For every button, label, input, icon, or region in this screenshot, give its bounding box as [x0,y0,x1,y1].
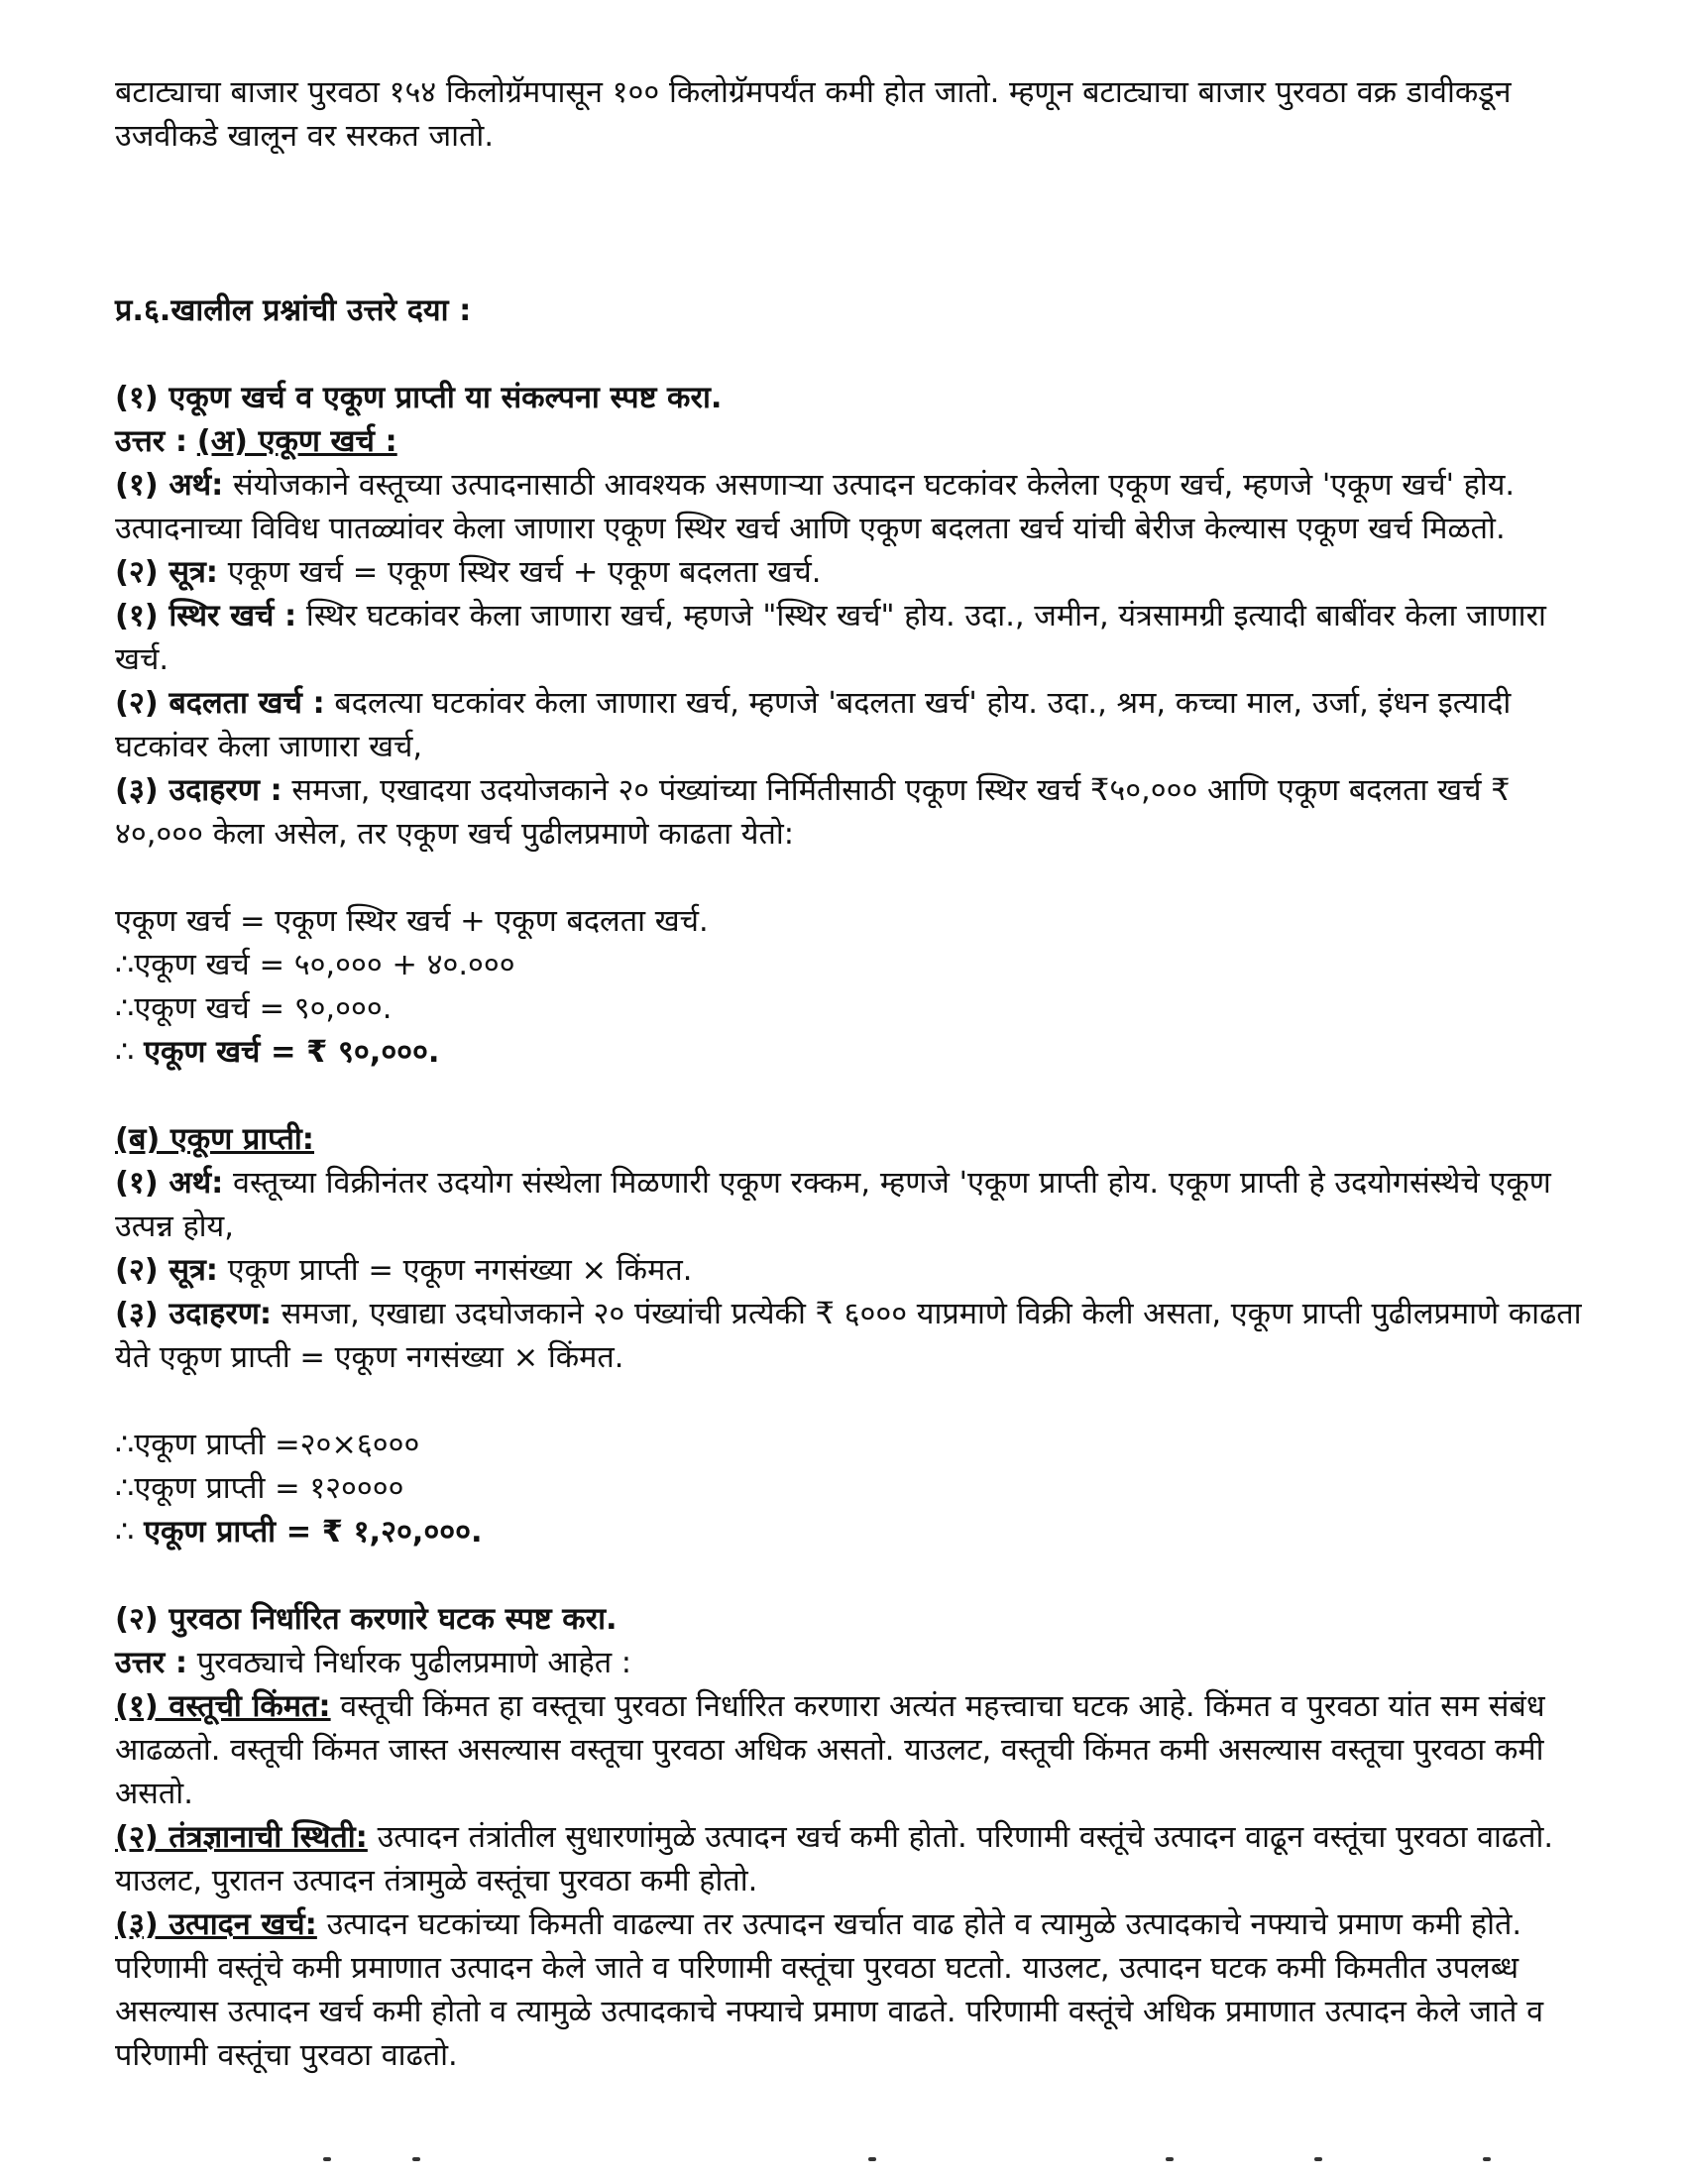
fixed-cost-text: स्थिर घटकांवर केला जाणारा खर्च, म्हणजे "स्थिर खर्च" होय. उदा., जमीन, यंत्रसामग्री इत्यादी बाबींवर केला जाणारा खर्च. [115,599,1546,677]
spacer [115,1554,1582,1598]
part-a-formula [115,551,1582,595]
calc-line: ∴एकूण प्राप्ती =२०×६००० [115,1428,420,1462]
fixed-cost [115,595,1582,682]
answer-line [115,420,1582,464]
part-a-example [115,769,1582,857]
formula-label: (२) सूत्र: [115,555,219,590]
spacer [115,333,1582,377]
spacer [115,1380,1582,1424]
calc-result [115,1031,1582,1075]
determinant-label: (३) उत्पादन खर्च: [115,1907,317,1942]
formula-label: (२) सूत्र: [115,1253,219,1288]
part-a-heading: (अ) एकूण खर्च : [196,424,397,459]
meaning-text: वस्तूच्या विक्रीनंतर उदयोग संस्थेला मिळणारी एकूण रक्कम, म्हणजे 'एकूण प्राप्ती होय. एकूण प्राप्ती हे उदयोगसंस्थेचे एकूण उत्पन्न होय, [115,1166,1551,1244]
example-label: (३) उदाहरण: [115,1297,273,1331]
cut-off-text-line [115,2153,1582,2163]
example-text: समजा, एखाद्या उदघोजकाने २० पंख्यांची प्रत्येकी ₹ ६००० याप्रमाणे विक्री केली असता, एकूण प्राप्ती पुढीलप्रमाणे काढता येते एकूण प्राप्ती = एकूण नगसंख्या × किंमत. [115,1297,1582,1375]
calc-line: एकूण खर्च = एकूण स्थिर खर्च + एकूण बदलता खर्च. [115,904,709,939]
meaning-text: संयोजकाने वस्तूच्या उत्पादनासाठी आवश्यक असणाऱ्या उत्पादन घटकांवर केलेला एकूण खर्च, म्हणजे 'एकूण खर्च' होय. उत्पादनाच्या विविध पातळ्यांवर केला जाणारा एकूण स्थिर खर्च आणि एकूण बदलता खर्च यांची बेरीज केल्यास एकूण खर्च मिळतो. [115,468,1516,546]
spacer [115,1075,1582,1118]
total-revenue-result: एकूण प्राप्ती = ₹ १,२०,०००. [144,1515,483,1550]
part-b-heading: (ब) एकूण प्राप्ती: [115,1122,315,1157]
part-b-example [115,1293,1582,1380]
answer-intro: पुरवठ्याचे निर्धारक पुढीलप्रमाणे आहेत : [187,1646,632,1680]
calc-line: ∴एकूण खर्च = ५०,००० + ४०.००० [115,948,515,982]
meaning-label: (१) अर्थ: [115,1166,224,1201]
text-fragment [323,2157,331,2161]
sub-question-2: (२) पुरवठा निर्धारित करणारे घटक स्पष्ट करा. [115,1602,618,1637]
determinant-text: उत्पादन तंत्रांतील सुधारणांमुळे उत्पादन खर्च कमी होतो. परिणामी वस्तूंचे उत्पादन वाढून वस्तूंचा पुरवठा वाढतो. याउलट, पुरातन उत्पादन तंत्रामुळे वस्तूंचा पुरवठा कमी होतो. [115,1820,1554,1898]
text-fragment [868,2157,876,2161]
calc-line: ∴एकूण खर्च = ९०,०००. [115,991,393,1026]
intro-paragraph: बटाट्याचा बाजार पुरवठा १५४ किलोग्रॅमपासून १०० किलोग्रॅमपर्यंत कमी होत जातो. म्हणून बटाट्याचा बाजार पुरवठा वक्र डावीकडून उजवीकडे खालून वर सरकत जातो. [115,75,1512,154]
example-text: समजा, एखादया उदयोजकाने २० पंख्यांच्या निर्मितीसाठी एकूण स्थिर खर्च ₹५०,००० आणि एकूण बदलता खर्च ₹ ४०,००० केला असेल, तर एकूण खर्च पुढीलप्रमाणे काढता येतो: [115,773,1511,852]
document-page [115,71,1582,2078]
text-fragment [1483,2157,1491,2161]
variable-cost-text: बदलत्या घटकांवर केला जाणारा खर्च, म्हणजे 'बदलता खर्च' होय. उदा., श्रम, कच्चा माल, उर्जा, इंधन इत्यादी घटकांवर केला जाणारा खर्च, [115,686,1512,764]
spacer [115,159,1582,289]
part-b-meaning [115,1162,1582,1249]
total-cost-result: एकूण खर्च = ₹ ९०,०००. [144,1035,440,1070]
variable-cost [115,682,1582,769]
formula-text: एकूण खर्च = एकूण स्थिर खर्च + एकूण बदलता खर्च. [218,555,822,590]
text-fragment [1166,2157,1174,2161]
sub-question-1: (१) एकूण खर्च व एकूण प्राप्ती या संकल्पना स्पष्ट करा. [115,381,723,415]
answer-label: उत्तर : [115,1646,188,1680]
part-b-formula [115,1249,1582,1293]
example-label: (३) उदाहरण : [115,773,282,808]
therefore-symbol: ∴ [115,1035,145,1070]
determinant-item [115,1685,1582,1816]
text-fragment [1314,2157,1322,2161]
determinant-label: (२) तंत्रज्ञानाची स्थिती: [115,1820,368,1855]
determinant-label: (१) वस्तूची किंमत: [115,1689,331,1724]
part-a-meaning [115,464,1582,551]
calc-result [115,1511,1582,1554]
determinant-text: वस्तूची किंमत हा वस्तूचा पुरवठा निर्धारित करणारा अत्यंत महत्त्वाचा घटक आहे. किंमत व पुरवठा यांत सम संबंध आढळतो. वस्तूची किंमत जास्त असल्यास वस्तूचा पुरवठा अधिक असतो. याउलट, वस्तूची किंमत कमी असल्यास वस्तूचा पुरवठा कमी असतो. [115,1689,1545,1811]
determinant-text: उत्पादन घटकांच्या किमती वाढल्या तर उत्पादन खर्चात वाढ होते व त्यामुळे उत्पादकाचे नफ्याचे प्रमाण कमी होते. परिणामी वस्तूंचे कमी प्रमाणात उत्पादन केले जाते व परिणामी वस्तूंचा पुरवठा घटतो. याउलट, उत्पादन घटक कमी किमतीत उपलब्ध असल्यास उत्पादन खर्च कमी होतो व त्यामुळे उत्पादकाचे नफ्याचे प्रमाण वाढते. परिणामी वस्तूंचे अधिक प्रमाणात उत्पादन केले जाते व परिणामी वस्तूंचा पुरवठा वाढतो. [115,1907,1544,2073]
text-fragment [412,2157,420,2161]
fixed-cost-label: (१) स्थिर खर्च : [115,599,297,633]
determinant-item [115,1903,1582,2078]
calc-line: ∴एकूण प्राप्ती = १२०००० [115,1471,404,1506]
spacer [115,857,1582,900]
variable-cost-label: (२) बदलता खर्च : [115,686,325,721]
determinant-item [115,1816,1582,1903]
therefore-symbol: ∴ [115,1515,145,1550]
formula-text: एकूण प्राप्ती = एकूण नगसंख्या × किंमत. [218,1253,693,1288]
meaning-label: (१) अर्थ: [115,468,224,503]
question-6-heading: प्र.६.खालील प्रश्नांची उत्तरे दया : [115,293,472,328]
answer-line [115,1642,1582,1685]
answer-label: उत्तर : [115,424,188,459]
